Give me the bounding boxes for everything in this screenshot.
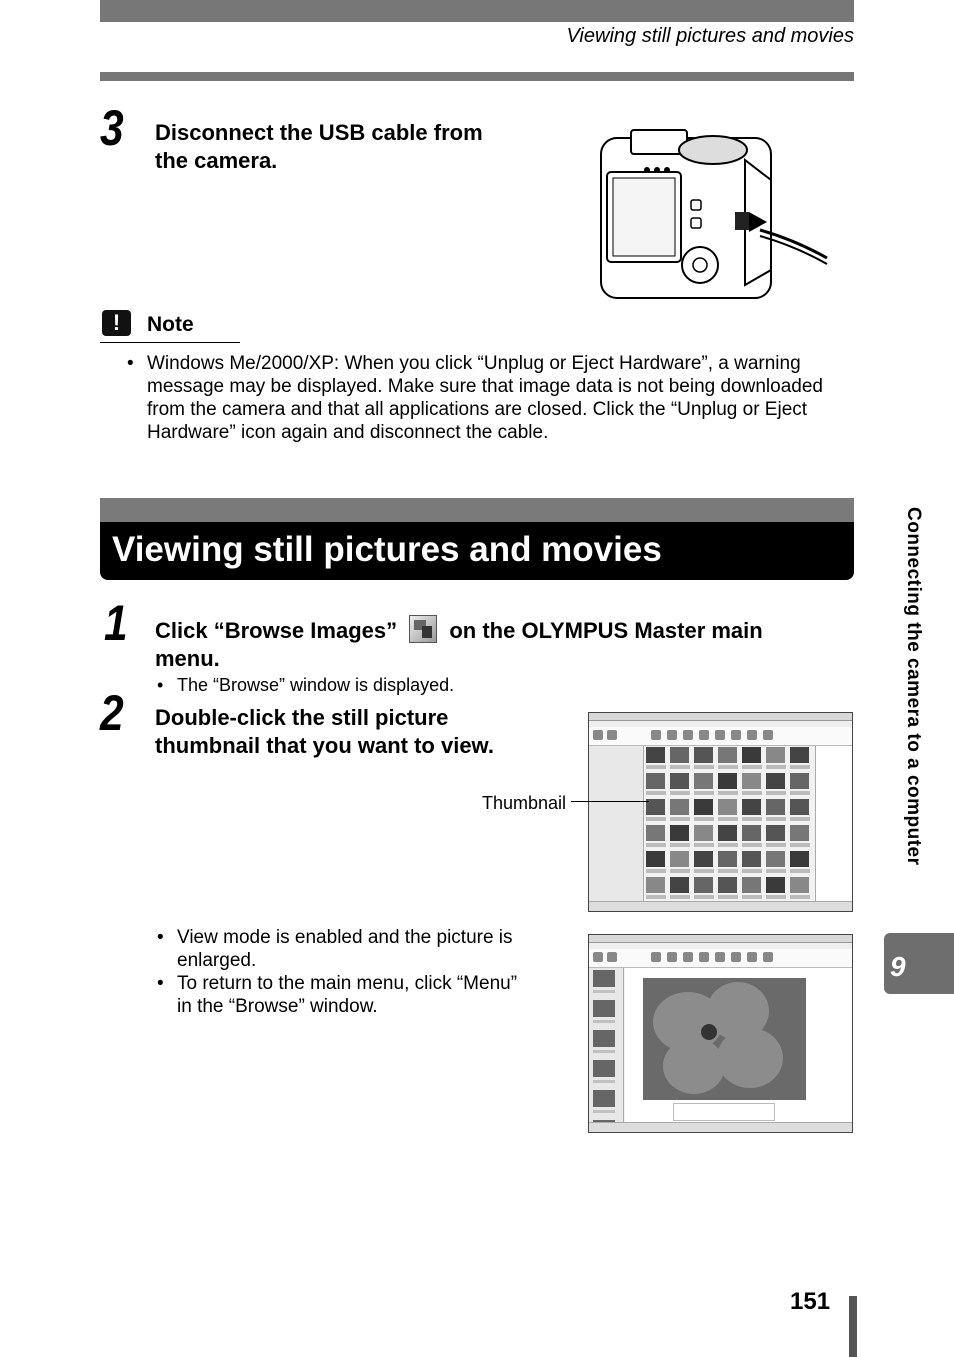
- thumbnail[interactable]: [790, 747, 809, 763]
- page-number-rule: [849, 1296, 857, 1357]
- thumbnail-caption: [670, 843, 690, 847]
- thumbnail[interactable]: [742, 851, 761, 867]
- thumbnail[interactable]: [790, 799, 809, 815]
- thumbnail[interactable]: [718, 825, 737, 841]
- chapter-number: 9: [890, 951, 906, 982]
- thumbnail-caption: [694, 817, 714, 821]
- thumbnail[interactable]: [718, 877, 737, 893]
- thumbnail-caption: [646, 791, 666, 795]
- thumbnail[interactable]: [742, 773, 761, 789]
- thumbnail[interactable]: [670, 747, 689, 763]
- section-title-bar: [100, 498, 854, 580]
- thumbnail-caption: [718, 817, 738, 821]
- thumbnail-caption: [766, 765, 786, 769]
- thumbnail[interactable]: [766, 877, 785, 893]
- enlarged-flower-picture: [643, 978, 806, 1100]
- thumbnail[interactable]: [670, 877, 689, 893]
- thumbnail-caption: [646, 869, 666, 873]
- browse-images-icon: [409, 615, 437, 643]
- step-1-number: 1: [104, 595, 128, 651]
- note-list: [125, 352, 855, 444]
- thumbnail[interactable]: [790, 877, 809, 893]
- camera-usb-illustration: [595, 120, 835, 305]
- view-mode-screenshot: [588, 934, 853, 1133]
- thumbnail[interactable]: [718, 799, 737, 815]
- thumbnail-caption: [646, 895, 666, 899]
- thumbnail-caption: [646, 843, 666, 847]
- thumbnail[interactable]: [742, 747, 761, 763]
- thumbnail-caption: [718, 843, 738, 847]
- note-heading: [100, 309, 240, 343]
- step-1-bullet: • The “Browse” window is displayed.: [155, 674, 454, 697]
- thumbnail[interactable]: [646, 825, 665, 841]
- thumbnail[interactable]: [694, 825, 713, 841]
- exclamation-icon: !: [102, 310, 131, 336]
- thumbnail[interactable]: [790, 825, 809, 841]
- thumbnail-caption: [670, 895, 690, 899]
- thumbnail-caption: [790, 817, 810, 821]
- thumbnail-caption: [646, 765, 666, 769]
- thumbnail-caption: [742, 791, 762, 795]
- thumbnail-caption: [694, 895, 714, 899]
- thumbnail-caption: [718, 791, 738, 795]
- thumbnail-caption: [718, 765, 738, 769]
- page-number: 151: [790, 1288, 831, 1315]
- thumbnail-caption: [670, 765, 690, 769]
- step-2-text: Double-click the still picture thumbnail that you want to view.: [155, 705, 494, 758]
- running-title: Viewing still pictures and movies: [566, 25, 854, 47]
- thumbnail-caption: [694, 791, 714, 795]
- thumbnail[interactable]: [718, 747, 737, 763]
- thumbnail[interactable]: [694, 877, 713, 893]
- thumbnail-caption: [766, 843, 786, 847]
- thumbnail[interactable]: [646, 851, 665, 867]
- thumbnail-caption: [694, 843, 714, 847]
- thumbnail[interactable]: [694, 851, 713, 867]
- thumbnail[interactable]: [766, 851, 785, 867]
- thumbnail-caption: [742, 843, 762, 847]
- thumbnail[interactable]: [742, 877, 761, 893]
- step-3-text: Disconnect the USB cable from the camera.: [155, 120, 483, 173]
- thumbnail[interactable]: [790, 851, 809, 867]
- thumbnail-caption: [766, 791, 786, 795]
- thumbnail[interactable]: [670, 773, 689, 789]
- thumbnail-grid: [646, 747, 814, 905]
- thumbnail-caption: [766, 895, 786, 899]
- thumbnail-caption: [790, 869, 810, 873]
- thumbnail-caption: [694, 869, 714, 873]
- thumbnail[interactable]: [742, 825, 761, 841]
- thumbnail-caption: [670, 791, 690, 795]
- note-label: Note: [147, 313, 194, 336]
- thumbnail[interactable]: [742, 799, 761, 815]
- thumbnail-caption: [718, 895, 738, 899]
- header-bar-top: [100, 0, 854, 22]
- step-2-bullets: [155, 926, 535, 1018]
- thumbnail-caption: [742, 869, 762, 873]
- thumbnail-caption: [790, 843, 810, 847]
- thumbnail[interactable]: [766, 825, 785, 841]
- browse-window-screenshot: [588, 712, 853, 912]
- thumbnail[interactable]: [694, 799, 713, 815]
- chapter-tab: [884, 933, 954, 994]
- thumbnail[interactable]: [766, 799, 785, 815]
- note-bullet: • Windows Me/2000/XP: When you click “Unplug or Eject Hardware”, a warning message may be displayed. Make sure that image data is not being downloaded from the camera and that all applications are closed. Click the “Unplug or Eject Hardware” icon again and disconnect the cable.: [125, 352, 855, 444]
- thumbnail-caption: [742, 895, 762, 899]
- thumbnail[interactable]: [670, 851, 689, 867]
- thumbnail[interactable]: [646, 773, 665, 789]
- thumbnail-caption: [646, 817, 666, 821]
- step-2-bullet-1: • View mode is enabled and the picture is enlarged.: [155, 926, 535, 972]
- thumbnail-caption: [742, 817, 762, 821]
- header-bar-bottom: [100, 72, 854, 81]
- thumbnail-caption: [742, 765, 762, 769]
- step-1-text: Click “Browse Images” on the OLYMPUS Master main menu.: [155, 615, 845, 673]
- thumbnail[interactable]: [646, 747, 665, 763]
- thumbnail[interactable]: [694, 773, 713, 789]
- thumbnail-caption: [790, 765, 810, 769]
- thumbnail-caption: [790, 895, 810, 899]
- thumbnail-callout: Thumbnail: [482, 793, 567, 813]
- thumbnail[interactable]: [718, 851, 737, 867]
- thumbnail-caption: [790, 791, 810, 795]
- thumbnail-callout-line: [571, 801, 649, 802]
- step-2-bullet-2: • To return to the main menu, click “Menu” in the “Browse” window.: [155, 972, 535, 1018]
- thumbnail-caption: [694, 765, 714, 769]
- thumbnail[interactable]: [670, 825, 689, 841]
- thumbnail-caption: [766, 869, 786, 873]
- thumbnail[interactable]: [766, 773, 785, 789]
- thumbnail-caption: [670, 817, 690, 821]
- thumbnail-caption: [718, 869, 738, 873]
- section-title: Viewing still pictures and movies: [112, 530, 662, 569]
- step-3-number: 3: [100, 100, 124, 156]
- thumbnail-caption: [670, 869, 690, 873]
- thumbnail-caption: [766, 817, 786, 821]
- thumbnail[interactable]: [766, 747, 785, 763]
- thumbnail[interactable]: [694, 747, 713, 763]
- thumbnail[interactable]: [646, 877, 665, 893]
- thumbnail[interactable]: [790, 773, 809, 789]
- chapter-title-vertical: Connecting the camera to a computer: [903, 507, 924, 866]
- step-2-number: 2: [100, 685, 124, 741]
- thumbnail[interactable]: [670, 799, 689, 815]
- thumbnail[interactable]: [718, 773, 737, 789]
